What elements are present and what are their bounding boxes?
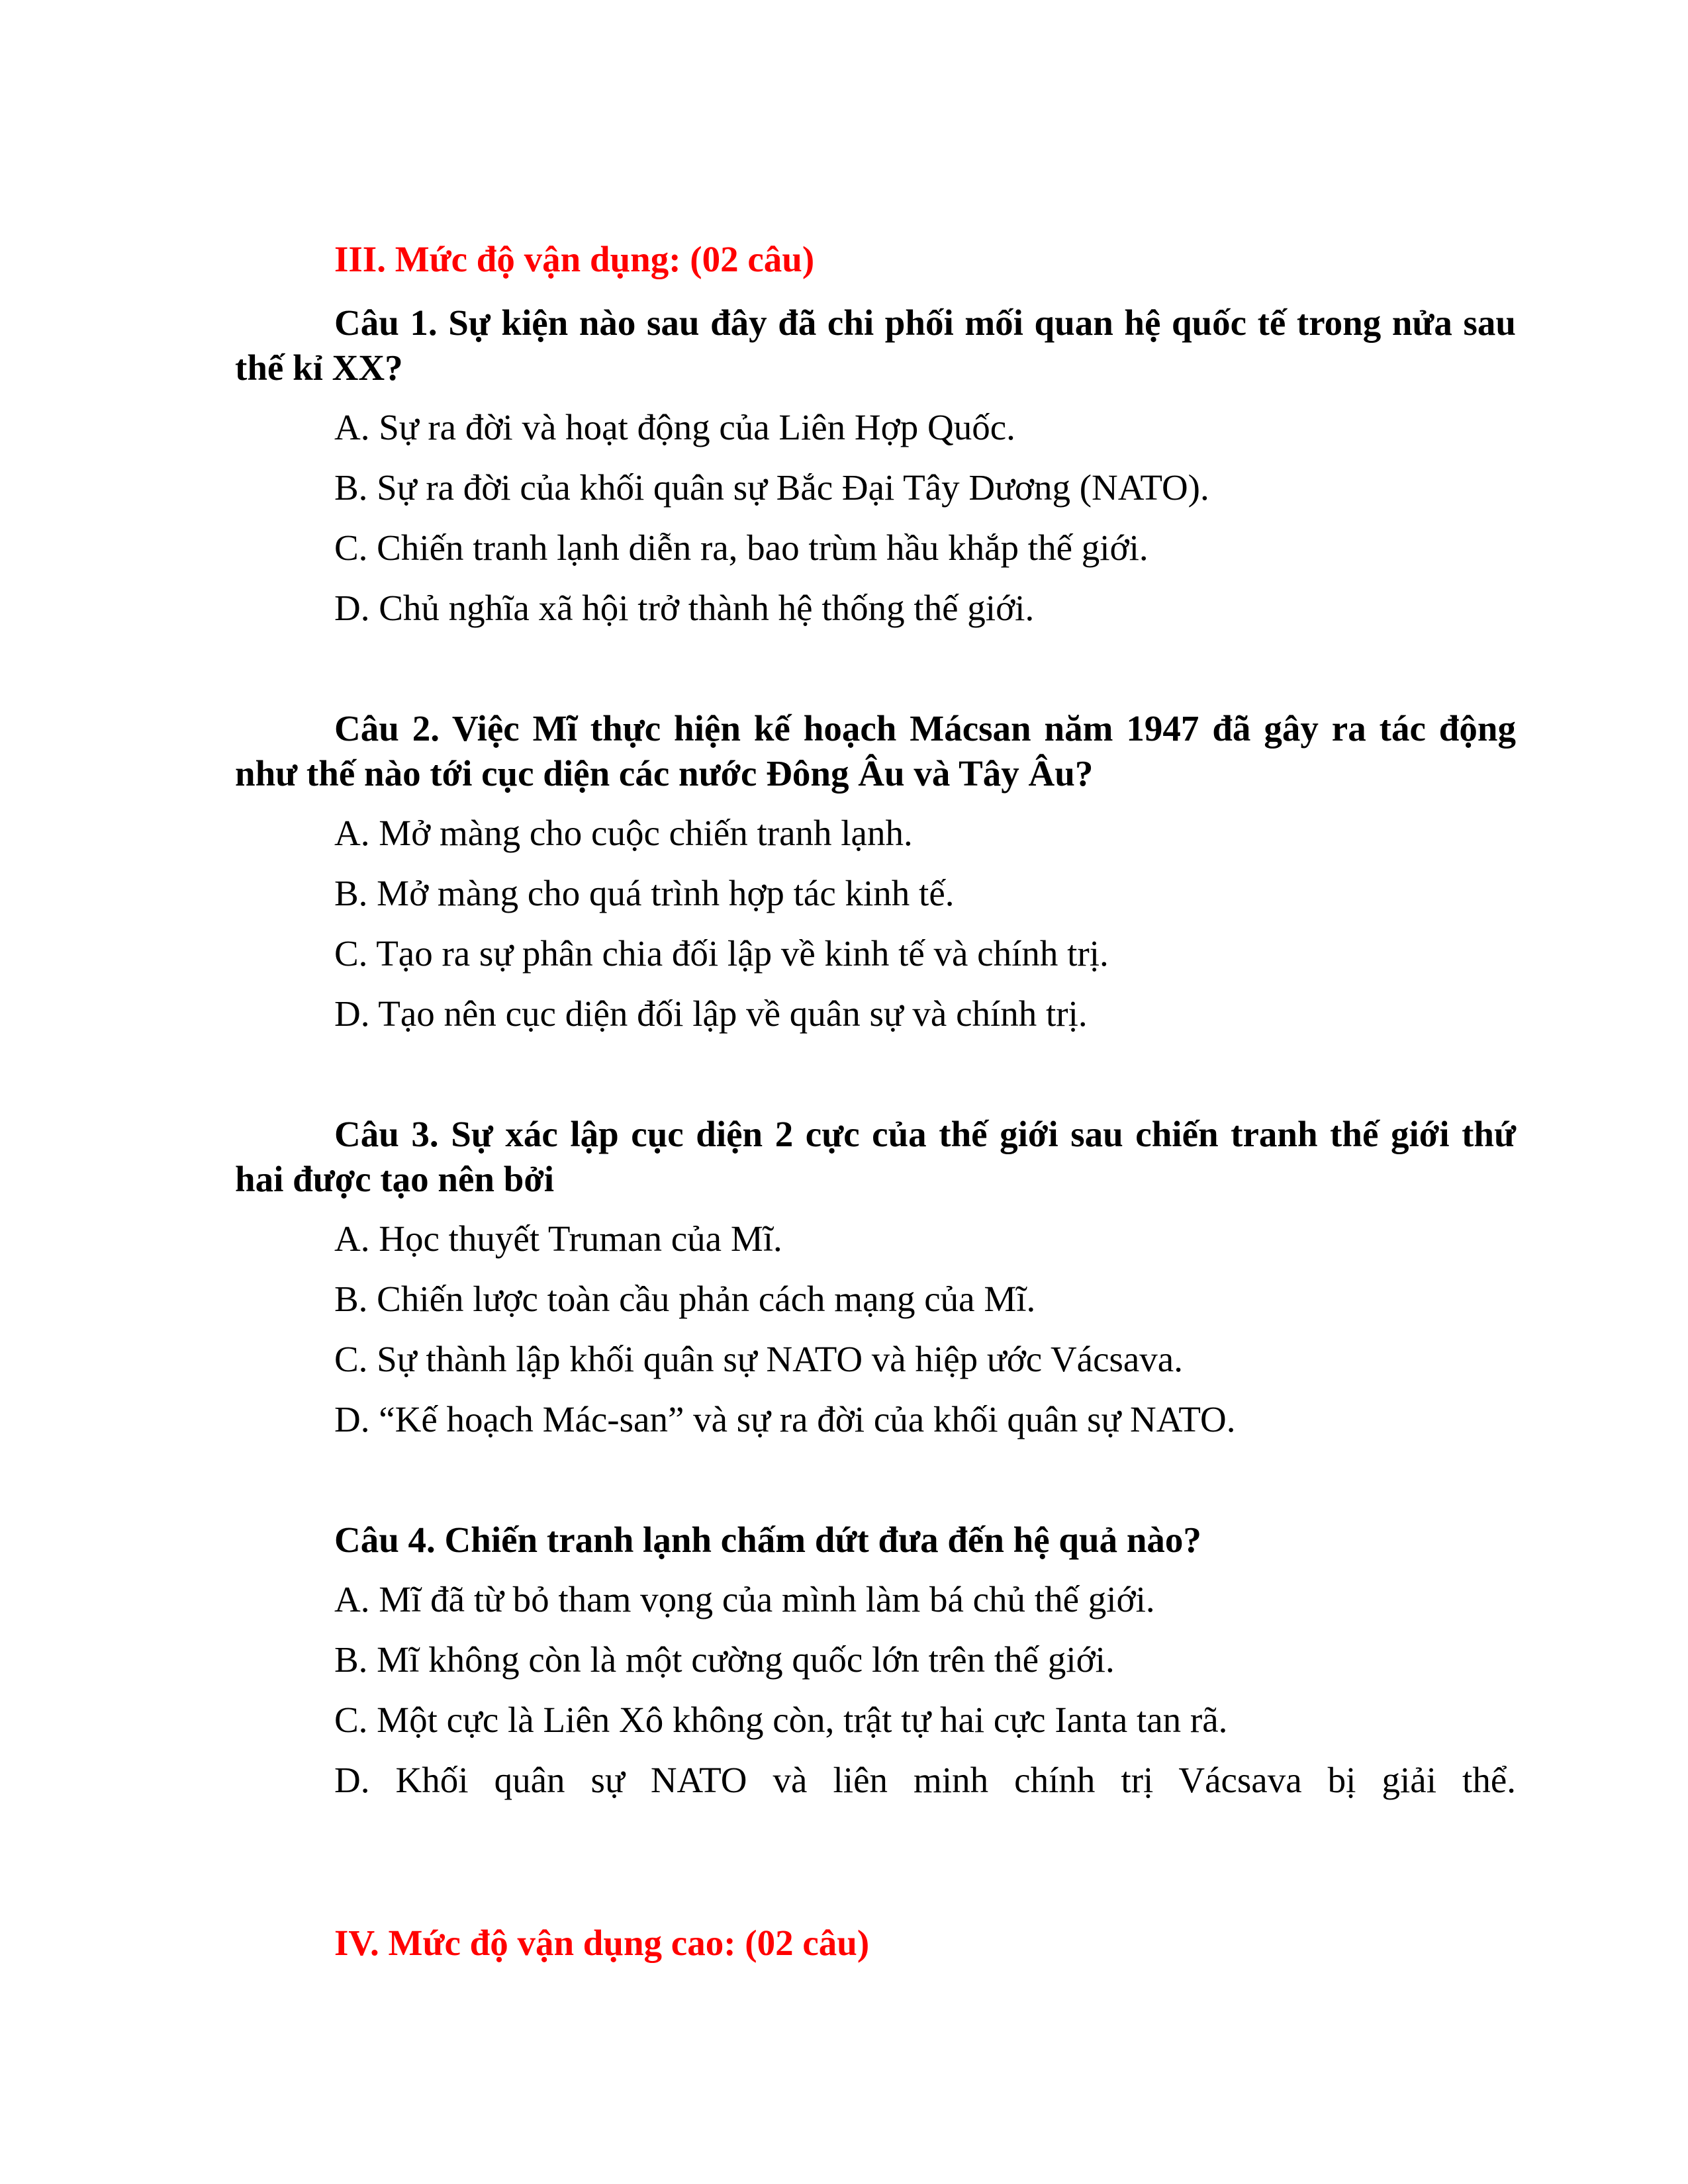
document-page	[235, 238, 1516, 1964]
question-2-title: Câu 2. Việc Mĩ thực hiện kế hoạch Mácsan năm 1947 đã gây ra tác động như thế nào tới cục diện các nước Đông Âu và Tây Âu?	[235, 708, 1516, 794]
question-3-option-b: B. Chiến lược toàn cầu phản cách mạng của Mĩ.	[334, 1279, 1036, 1319]
question-4-title: Câu 4. Chiến tranh lạnh chấm dứt đưa đến hệ quả nào?	[334, 1520, 1201, 1560]
question-3-option-d: D. “Kế hoạch Mác-san” và sự ra đời của khối quân sự NATO.	[334, 1399, 1236, 1439]
question-2-option-b: B. Mở màng cho quá trình hợp tác kinh tế.	[334, 873, 955, 913]
question-1-title: Câu 1. Sự kiện nào sau đây đã chi phối mối quan hệ quốc tế trong nửa sau thế kỉ XX?	[235, 302, 1516, 388]
question-1-option-d: D. Chủ nghĩa xã hội trở thành hệ thống thế giới.	[334, 588, 1035, 628]
question-2-option-d: D. Tạo nên cục diện đối lập về quân sự và chính trị.	[334, 993, 1088, 1034]
question-4-options	[235, 1578, 1516, 1801]
question-1-option-b: B. Sự ra đời của khối quân sự Bắc Đại Tây Dương (NATO).	[334, 467, 1209, 508]
section-heading-4: IV. Mức độ vận dụng cao: (02 câu)	[334, 1923, 870, 1963]
question-4-option-c: C. Một cực là Liên Xô không còn, trật tự hai cực Ianta tan rã.	[334, 1700, 1228, 1740]
question-3-options	[235, 1218, 1516, 1441]
question-4-option-a: A. Mĩ đã từ bỏ tham vọng của mình làm bá chủ thế giới.	[334, 1579, 1155, 1619]
question-4	[235, 1518, 1516, 1801]
question-3-option-a: A. Học thuyết Truman của Mĩ.	[334, 1218, 782, 1259]
question-4-option-b: B. Mĩ không còn là một cường quốc lớn trên thế giới.	[334, 1639, 1115, 1680]
question-1	[235, 300, 1516, 629]
question-3-option-c: C. Sự thành lập khối quân sự NATO và hiệp ước Vácsava.	[334, 1339, 1183, 1379]
question-1-option-a: A. Sự ra đời và hoạt động của Liên Hợp Quốc.	[334, 407, 1015, 447]
section-heading-3: III. Mức độ vận dụng: (02 câu)	[334, 239, 815, 279]
question-1-option-c: C. Chiến tranh lạnh diễn ra, bao trùm hầu khắp thế giới.	[334, 527, 1149, 568]
question-2	[235, 706, 1516, 1035]
question-3-title: Câu 3. Sự xác lập cục diện 2 cực của thế giới sau chiến tranh thế giới thứ hai được tạo nên bởi	[235, 1114, 1516, 1199]
question-3	[235, 1112, 1516, 1441]
question-2-option-c: C. Tạo ra sự phân chia đối lập về kinh tế và chính trị.	[334, 933, 1109, 974]
question-4-option-d: D. Khối quân sự NATO và liên minh chính trị Vácsava bị giải thể.	[334, 1760, 1516, 1800]
question-2-option-a: A. Mở màng cho cuộc chiến tranh lạnh.	[334, 813, 913, 853]
question-1-options	[235, 406, 1516, 629]
question-2-options	[235, 812, 1516, 1035]
